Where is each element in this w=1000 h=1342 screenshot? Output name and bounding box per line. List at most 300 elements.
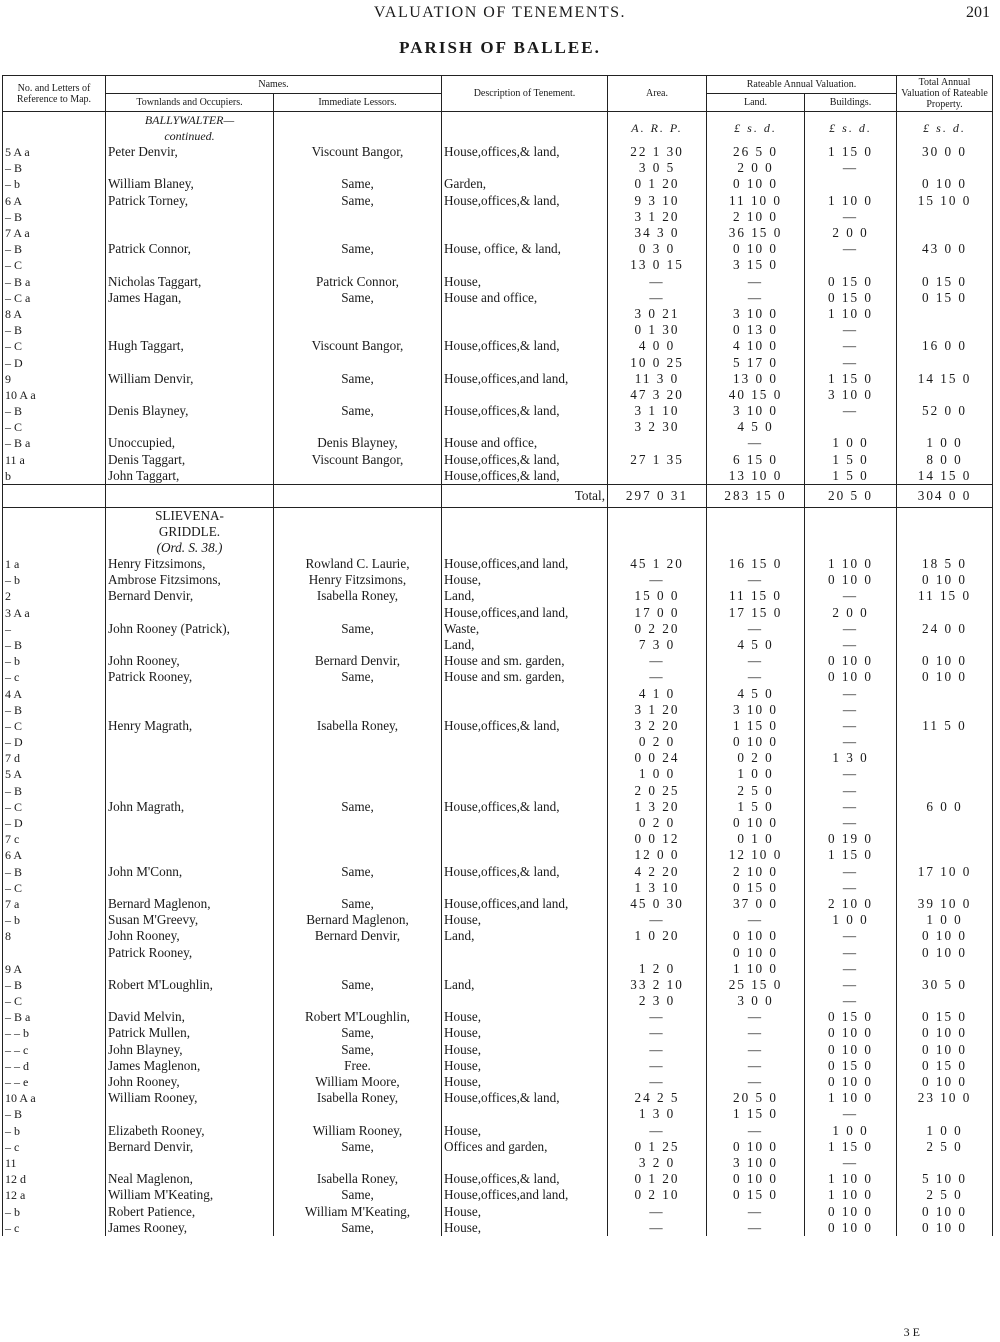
map-reference: 10 A a	[3, 387, 106, 403]
land-valuation: 25 15 0	[707, 977, 805, 993]
occupier-name: James Hagan,	[106, 290, 274, 306]
total-valuation	[897, 605, 993, 621]
occupier-name	[106, 961, 274, 977]
occupier-name	[106, 685, 274, 701]
buildings-valuation: 1 0 0	[805, 435, 897, 451]
map-reference: 12 a	[3, 1187, 106, 1203]
total-valuation: 0 10 0	[897, 653, 993, 669]
immediate-lessor	[274, 257, 442, 273]
map-reference: – B	[3, 209, 106, 225]
occupier-name: Robert M'Loughlin,	[106, 977, 274, 993]
area-value: 22 1 30	[608, 144, 707, 160]
occupier-name: Patrick Torney,	[106, 193, 274, 209]
table-row	[3, 468, 993, 485]
total-valuation	[897, 1106, 993, 1122]
table-row	[3, 1009, 993, 1025]
map-reference: 10 A a	[3, 1090, 106, 1106]
buildings-valuation: —	[805, 588, 897, 604]
area-value: 3 1 10	[608, 403, 707, 419]
occupier-name: William Denvir,	[106, 371, 274, 387]
land-valuation: 0 1 0	[707, 831, 805, 847]
land-valuation: 26 5 0	[707, 144, 805, 160]
table-row	[3, 274, 993, 290]
total-land: 283 15 0	[707, 484, 805, 507]
immediate-lessor: Isabella Roney,	[274, 588, 442, 604]
buildings-valuation: 2 0 0	[805, 225, 897, 241]
buildings-valuation: —	[805, 685, 897, 701]
area-value	[608, 468, 707, 485]
map-reference: 6 A	[3, 193, 106, 209]
buildings-valuation: —	[805, 864, 897, 880]
immediate-lessor	[274, 702, 442, 718]
col-total: Total Annual Valuation of Rateable Property.	[897, 76, 993, 112]
buildings-valuation: —	[805, 403, 897, 419]
tenement-description: House,	[442, 1074, 608, 1090]
map-reference: 2	[3, 588, 106, 604]
tenement-description: House and office,	[442, 435, 608, 451]
immediate-lessor: Henry Fitzsimons,	[274, 572, 442, 588]
immediate-lessor: Same,	[274, 977, 442, 993]
total-total: 304 0 0	[897, 484, 993, 507]
map-reference: b	[3, 468, 106, 485]
tenement-description	[442, 815, 608, 831]
townland-line: SLIEVENA-	[155, 507, 224, 523]
occupier-name	[106, 387, 274, 403]
total-valuation: 30 0 0	[897, 144, 993, 160]
table-row	[3, 176, 993, 192]
total-valuation	[897, 734, 993, 750]
tenement-description	[442, 961, 608, 977]
area-value: 4 2 20	[608, 864, 707, 880]
tenement-description: House,	[442, 912, 608, 928]
townland-blank	[805, 507, 897, 556]
area-value: —	[608, 1042, 707, 1058]
table-row	[3, 572, 993, 588]
occupier-name: Patrick Mullen,	[106, 1025, 274, 1041]
tenement-description: House,	[442, 572, 608, 588]
occupier-name	[106, 322, 274, 338]
land-valuation: 0 10 0	[707, 176, 805, 192]
table-row	[3, 225, 993, 241]
occupier-name: William M'Keating,	[106, 1187, 274, 1203]
tenement-description	[442, 831, 608, 847]
tenement-description: House,offices,& land,	[442, 799, 608, 815]
total-valuation: 18 5 0	[897, 556, 993, 572]
tenement-description: Waste,	[442, 621, 608, 637]
map-reference: 6 A	[3, 847, 106, 863]
map-reference: – D	[3, 815, 106, 831]
map-reference: 8	[3, 928, 106, 944]
table-row	[3, 1123, 993, 1139]
occupier-name: William Rooney,	[106, 1090, 274, 1106]
tenement-description: House,	[442, 1058, 608, 1074]
buildings-valuation: 0 10 0	[805, 1220, 897, 1236]
tenement-description: House,offices,& land,	[442, 718, 608, 734]
map-reference: – C	[3, 718, 106, 734]
buildings-valuation: 0 10 0	[805, 1074, 897, 1090]
table-row	[3, 1187, 993, 1203]
townland-heading	[106, 507, 274, 556]
occupier-name: John Magrath,	[106, 799, 274, 815]
table-row	[3, 621, 993, 637]
land-valuation: 0 10 0	[707, 928, 805, 944]
area-value: 7 3 0	[608, 637, 707, 653]
buildings-valuation: —	[805, 322, 897, 338]
total-valuation	[897, 160, 993, 176]
tenement-description	[442, 1106, 608, 1122]
table-row	[3, 1155, 993, 1171]
area-value: 1 0 0	[608, 766, 707, 782]
total-valuation: 30 5 0	[897, 977, 993, 993]
land-valuation: —	[707, 435, 805, 451]
land-valuation: —	[707, 290, 805, 306]
buildings-valuation: 0 15 0	[805, 290, 897, 306]
table-row	[3, 1025, 993, 1041]
map-reference: – – b	[3, 1025, 106, 1041]
map-reference: 12 d	[3, 1171, 106, 1187]
land-valuation: 16 15 0	[707, 556, 805, 572]
land-valuation: 3 10 0	[707, 306, 805, 322]
buildings-valuation: 1 10 0	[805, 556, 897, 572]
area-value: 0 1 25	[608, 1139, 707, 1155]
total-valuation	[897, 322, 993, 338]
area-value: —	[608, 912, 707, 928]
table-row	[3, 306, 993, 322]
occupier-name	[106, 880, 274, 896]
buildings-valuation: 0 10 0	[805, 653, 897, 669]
total-valuation	[897, 419, 993, 435]
area-value: 0 2 20	[608, 621, 707, 637]
area-value: 3 0 21	[608, 306, 707, 322]
area-value: 1 3 20	[608, 799, 707, 815]
table-row	[3, 241, 993, 257]
total-valuation: 0 15 0	[897, 290, 993, 306]
area-value: 10 0 25	[608, 354, 707, 370]
total-valuation: 0 10 0	[897, 1042, 993, 1058]
table-row	[3, 435, 993, 451]
tenement-description: House and sm. garden,	[442, 653, 608, 669]
map-reference: – B	[3, 241, 106, 257]
map-reference: 11	[3, 1155, 106, 1171]
map-reference: – c	[3, 1220, 106, 1236]
area-value: 17 0 0	[608, 605, 707, 621]
table-row	[3, 1220, 993, 1236]
buildings-valuation: 1 3 0	[805, 750, 897, 766]
total-valuation: 17 10 0	[897, 864, 993, 880]
total-blank	[274, 484, 442, 507]
tenement-description	[442, 257, 608, 273]
land-valuation: 4 5 0	[707, 637, 805, 653]
table-row	[3, 556, 993, 572]
immediate-lessor	[274, 685, 442, 701]
tenement-description: Garden,	[442, 176, 608, 192]
total-label: Total,	[442, 484, 608, 507]
occupier-name: James Maglenon,	[106, 1058, 274, 1074]
table-row	[3, 1139, 993, 1155]
area-value: 3 0 5	[608, 160, 707, 176]
buildings-valuation: —	[805, 783, 897, 799]
table-row	[3, 961, 993, 977]
immediate-lessor: Same,	[274, 403, 442, 419]
table-row	[3, 387, 993, 403]
map-reference: 8 A	[3, 306, 106, 322]
map-reference: – D	[3, 354, 106, 370]
townland-blank	[897, 507, 993, 556]
total-valuation: 0 10 0	[897, 176, 993, 192]
total-valuation	[897, 815, 993, 831]
total-valuation	[897, 993, 993, 1009]
area-value: —	[608, 274, 707, 290]
buildings-valuation	[805, 176, 897, 192]
area-value: —	[608, 1025, 707, 1041]
immediate-lessor: Same,	[274, 1220, 442, 1236]
land-valuation: 2 10 0	[707, 209, 805, 225]
area-value: 0 2 10	[608, 1187, 707, 1203]
total-valuation	[897, 225, 993, 241]
area-value	[608, 435, 707, 451]
land-valuation: 0 13 0	[707, 322, 805, 338]
land-valuation: 1 15 0	[707, 718, 805, 734]
map-reference: – C	[3, 880, 106, 896]
table-row	[3, 1074, 993, 1090]
map-reference: 5 A a	[3, 144, 106, 160]
buildings-valuation: —	[805, 944, 897, 960]
immediate-lessor: Same,	[274, 621, 442, 637]
occupier-name	[106, 766, 274, 782]
area-value: 2 3 0	[608, 993, 707, 1009]
tenement-description	[442, 387, 608, 403]
buildings-valuation: 1 10 0	[805, 193, 897, 209]
immediate-lessor: Same,	[274, 290, 442, 306]
buildings-valuation: —	[805, 1155, 897, 1171]
map-reference: – b	[3, 176, 106, 192]
table-body	[3, 112, 993, 1236]
area-value: —	[608, 669, 707, 685]
total-valuation: 0 10 0	[897, 1203, 993, 1219]
buildings-valuation: 0 10 0	[805, 669, 897, 685]
townland-blank	[442, 507, 608, 556]
col-land: Land.	[707, 94, 805, 112]
tenement-description: House,offices,& land,	[442, 452, 608, 468]
immediate-lessor	[274, 993, 442, 1009]
total-valuation: 5 10 0	[897, 1171, 993, 1187]
total-row	[3, 484, 993, 507]
table-row	[3, 322, 993, 338]
buildings-valuation: —	[805, 241, 897, 257]
immediate-lessor: Patrick Connor,	[274, 274, 442, 290]
immediate-lessor	[274, 847, 442, 863]
buildings-valuation: —	[805, 766, 897, 782]
total-valuation	[897, 257, 993, 273]
occupier-name: John Rooney,	[106, 653, 274, 669]
table-row	[3, 1106, 993, 1122]
buildings-valuation: 0 19 0	[805, 831, 897, 847]
land-valuation: 11 10 0	[707, 193, 805, 209]
immediate-lessor: Same,	[274, 1139, 442, 1155]
tenement-description: Land,	[442, 588, 608, 604]
table-row	[3, 718, 993, 734]
col-lessors: Immediate Lessors.	[274, 94, 442, 112]
buildings-valuation: —	[805, 734, 897, 750]
total-valuation: 39 10 0	[897, 896, 993, 912]
buildings-valuation: 0 15 0	[805, 274, 897, 290]
occupier-name: Susan M'Greevy,	[106, 912, 274, 928]
tenement-description	[442, 209, 608, 225]
townland-line: (Ord. S. 38.)	[156, 539, 223, 555]
land-valuation: 2 5 0	[707, 783, 805, 799]
tenement-description	[442, 225, 608, 241]
land-valuation: 0 10 0	[707, 1171, 805, 1187]
occupier-name: Bernard Maglenon,	[106, 896, 274, 912]
table-row	[3, 864, 993, 880]
land-valuation: 12 10 0	[707, 847, 805, 863]
immediate-lessor	[274, 306, 442, 322]
map-reference: – C	[3, 419, 106, 435]
land-valuation: 1 15 0	[707, 1106, 805, 1122]
land-valuation: 13 10 0	[707, 468, 805, 485]
tenement-description: Land,	[442, 928, 608, 944]
land-valuation: 5 17 0	[707, 354, 805, 370]
total-valuation: 24 0 0	[897, 621, 993, 637]
table-row	[3, 371, 993, 387]
map-reference: – B	[3, 783, 106, 799]
table-row	[3, 338, 993, 354]
table-row	[3, 977, 993, 993]
land-valuation: 40 15 0	[707, 387, 805, 403]
immediate-lessor	[274, 419, 442, 435]
immediate-lessor: William Rooney,	[274, 1123, 442, 1139]
buildings-valuation: —	[805, 637, 897, 653]
immediate-lessor: Robert M'Loughlin,	[274, 1009, 442, 1025]
total-area: 297 0 31	[608, 484, 707, 507]
table-row	[3, 750, 993, 766]
occupier-name: Patrick Rooney,	[106, 669, 274, 685]
tenement-description: House,offices,& land,	[442, 468, 608, 485]
map-reference: – B a	[3, 1009, 106, 1025]
tenement-description	[442, 685, 608, 701]
map-reference: – B	[3, 702, 106, 718]
total-valuation: 11 5 0	[897, 718, 993, 734]
land-valuation: 11 15 0	[707, 588, 805, 604]
tenement-description	[442, 847, 608, 863]
units-lessor	[274, 112, 442, 145]
land-valuation: 0 15 0	[707, 1187, 805, 1203]
tenement-description: House,offices,& land,	[442, 338, 608, 354]
immediate-lessor: Same,	[274, 1042, 442, 1058]
land-valuation: 0 10 0	[707, 944, 805, 960]
immediate-lessor	[274, 880, 442, 896]
buildings-valuation: 0 10 0	[805, 572, 897, 588]
immediate-lessor: William Moore,	[274, 1074, 442, 1090]
occupier-name	[106, 847, 274, 863]
townland-row	[3, 507, 993, 556]
total-valuation	[897, 685, 993, 701]
buildings-valuation: 1 10 0	[805, 306, 897, 322]
immediate-lessor: Same,	[274, 799, 442, 815]
area-value: —	[608, 1058, 707, 1074]
land-valuation: —	[707, 274, 805, 290]
table-row	[3, 605, 993, 621]
occupier-name: Hugh Taggart,	[106, 338, 274, 354]
land-valuation: 4 5 0	[707, 685, 805, 701]
occupier-name: Unoccupied,	[106, 435, 274, 451]
map-reference: – B	[3, 160, 106, 176]
occupier-name	[106, 750, 274, 766]
occupier-name: Nicholas Taggart,	[106, 274, 274, 290]
land-valuation: 0 2 0	[707, 750, 805, 766]
immediate-lessor: Same,	[274, 1025, 442, 1041]
total-valuation: 23 10 0	[897, 1090, 993, 1106]
area-value: 0 1 30	[608, 322, 707, 338]
map-reference: – C	[3, 993, 106, 1009]
table-row	[3, 1090, 993, 1106]
land-valuation: —	[707, 1058, 805, 1074]
buildings-valuation: —	[805, 621, 897, 637]
buildings-valuation: 1 15 0	[805, 847, 897, 863]
total-valuation	[897, 880, 993, 896]
land-valuation: 0 10 0	[707, 1139, 805, 1155]
area-value: 3 2 0	[608, 1155, 707, 1171]
immediate-lessor: Same,	[274, 864, 442, 880]
total-valuation	[897, 961, 993, 977]
immediate-lessor: Viscount Bangor,	[274, 338, 442, 354]
land-valuation: —	[707, 1220, 805, 1236]
total-valuation	[897, 1155, 993, 1171]
table-row	[3, 896, 993, 912]
area-value: 0 0 12	[608, 831, 707, 847]
land-valuation: 3 10 0	[707, 1155, 805, 1171]
units-buildings: £ s. d.	[805, 112, 897, 145]
map-reference: – C	[3, 338, 106, 354]
units-desc	[442, 112, 608, 145]
total-valuation	[897, 847, 993, 863]
units-land: £ s. d.	[707, 112, 805, 145]
buildings-valuation: 1 10 0	[805, 1187, 897, 1203]
land-valuation: 1 0 0	[707, 766, 805, 782]
occupier-name	[106, 831, 274, 847]
immediate-lessor	[274, 322, 442, 338]
buildings-valuation: 2 0 0	[805, 605, 897, 621]
col-names: Names.	[106, 76, 442, 94]
buildings-valuation: 1 5 0	[805, 468, 897, 485]
buildings-valuation: 1 15 0	[805, 1139, 897, 1155]
col-rateable: Rateable Annual Valuation.	[707, 76, 897, 94]
buildings-valuation: —	[805, 702, 897, 718]
tenement-description	[442, 766, 608, 782]
area-value: 0 2 0	[608, 815, 707, 831]
buildings-valuation: —	[805, 928, 897, 944]
buildings-valuation: 1 10 0	[805, 1090, 897, 1106]
map-reference: 7 a	[3, 896, 106, 912]
area-value: 0 1 20	[608, 1171, 707, 1187]
map-reference: – B	[3, 322, 106, 338]
table-row	[3, 880, 993, 896]
immediate-lessor: Isabella Roney,	[274, 1090, 442, 1106]
buildings-valuation: —	[805, 977, 897, 993]
occupier-name: John M'Conn,	[106, 864, 274, 880]
occupier-name: Bernard Denvir,	[106, 588, 274, 604]
buildings-valuation: —	[805, 354, 897, 370]
immediate-lessor: Same,	[274, 669, 442, 685]
buildings-valuation: 0 10 0	[805, 1203, 897, 1219]
total-valuation	[897, 766, 993, 782]
map-reference: – C	[3, 799, 106, 815]
occupier-name: Henry Magrath,	[106, 718, 274, 734]
map-reference: – – d	[3, 1058, 106, 1074]
occupier-name	[106, 160, 274, 176]
immediate-lessor: Same,	[274, 241, 442, 257]
immediate-lessor: Viscount Bangor,	[274, 144, 442, 160]
